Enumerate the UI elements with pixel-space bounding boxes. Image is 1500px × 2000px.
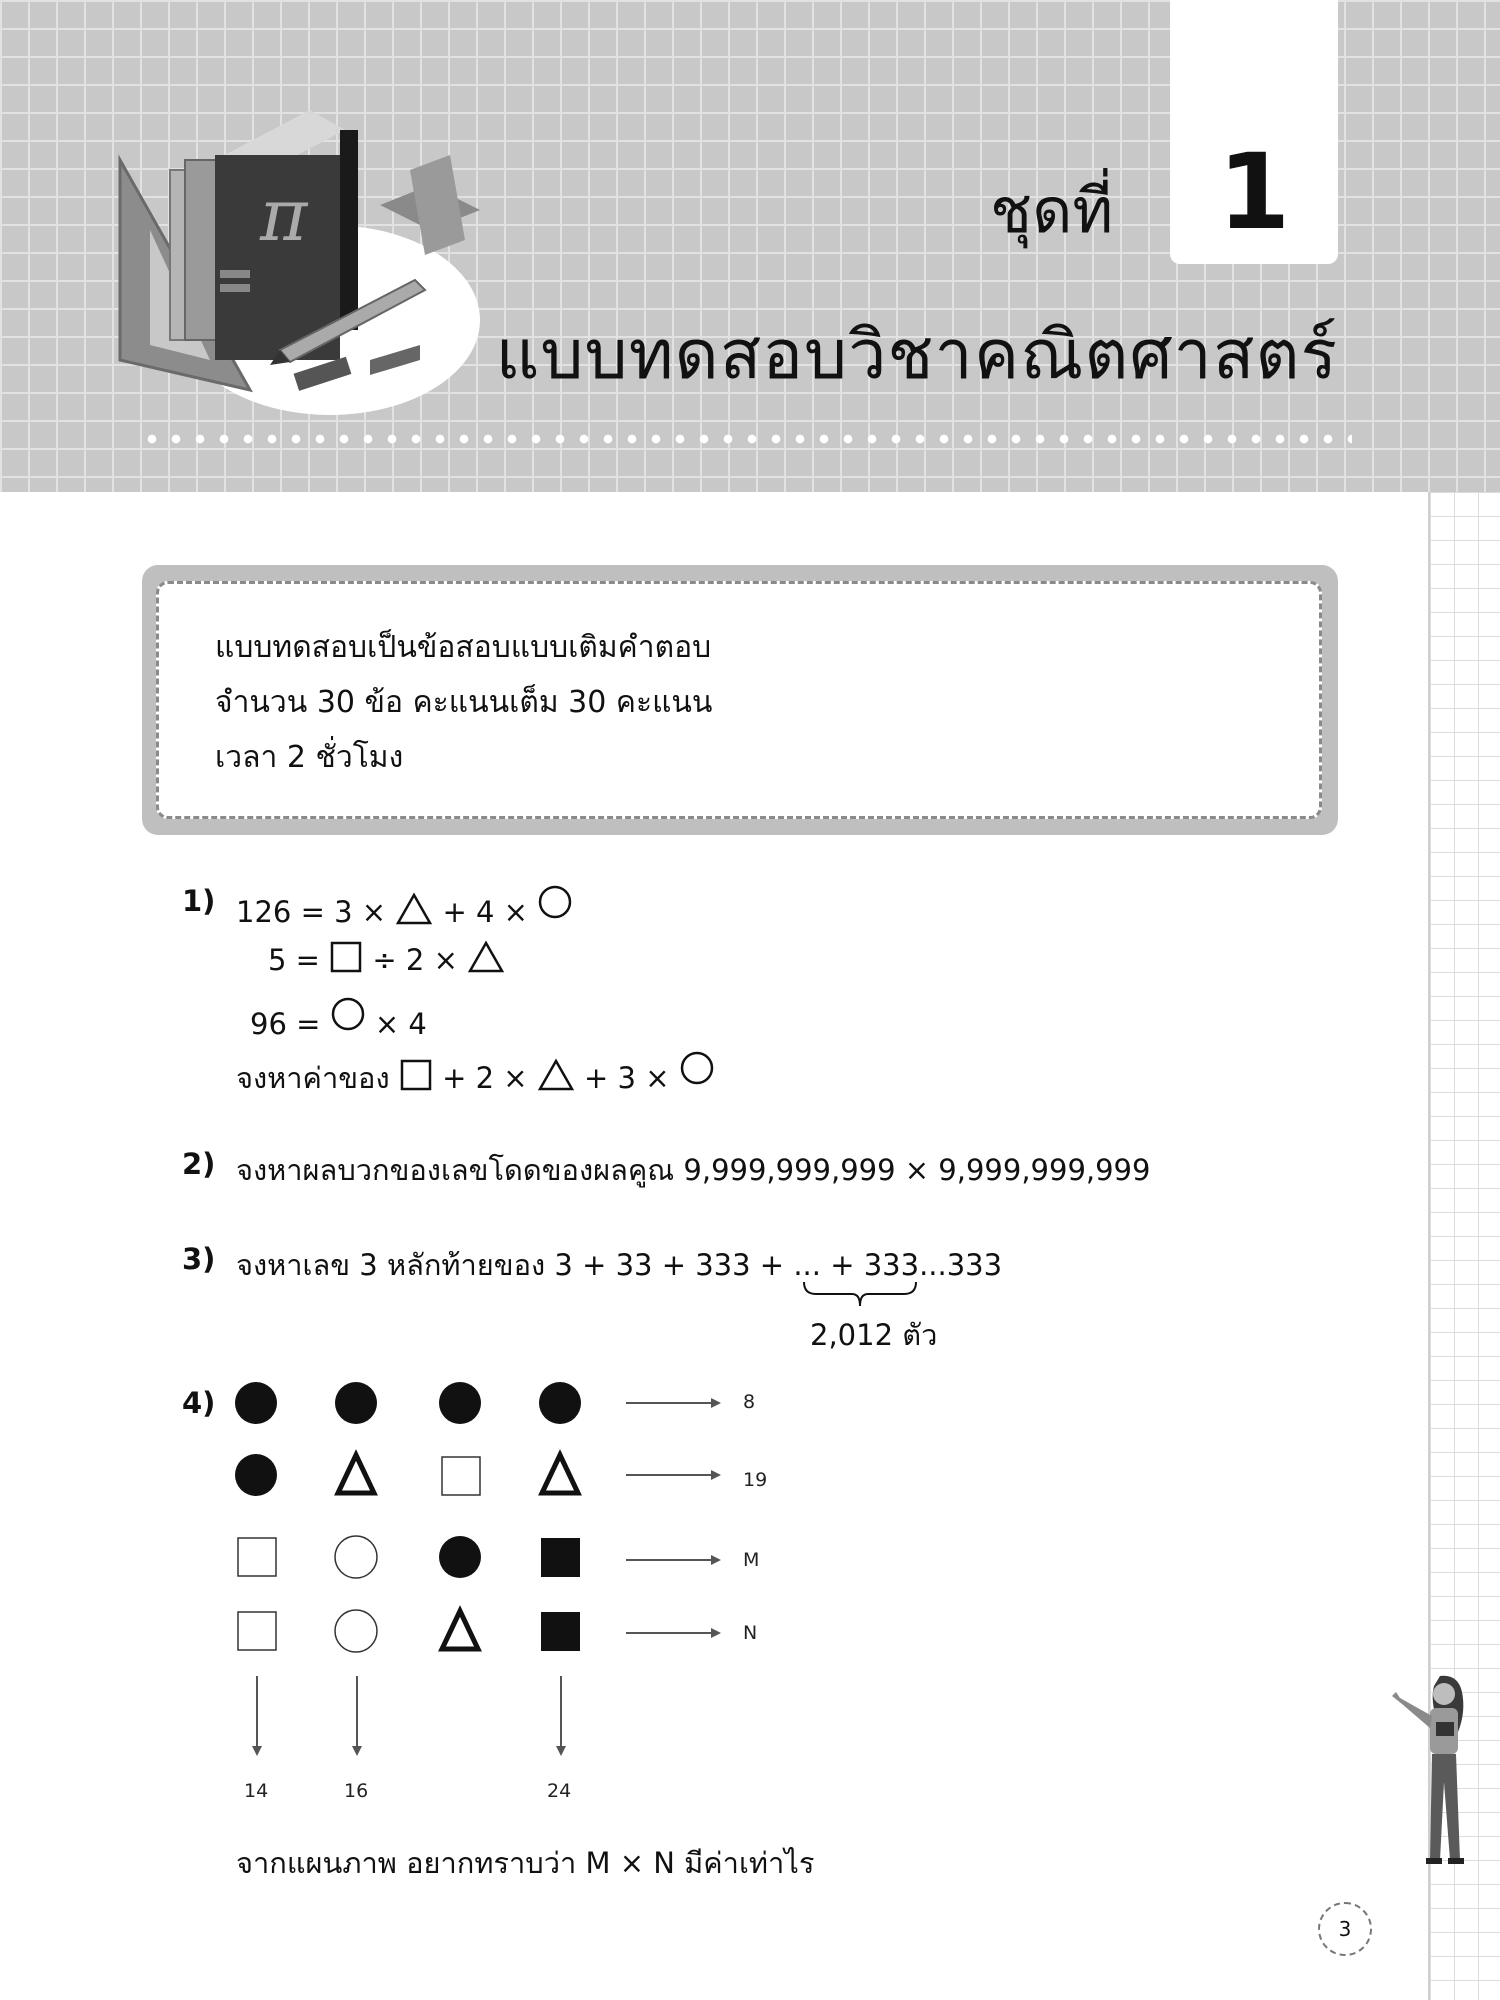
q1-equation-2 [268,940,505,977]
question-2-number: 2) [182,1147,216,1181]
q1-eq1-mid: + 4 × [442,895,528,929]
q2-text: จงหาผลบวกของเลขโดดของผลคูณ 9,999,999,999 × 9,999,999,999 [236,1153,1151,1187]
q3-text-main: จงหาเลข 3 หลักท้ายของ 3 + 33 + 333 + ... + [236,1248,855,1282]
instruction-time: เวลา 2 ชั่วโมง [215,740,404,775]
set-label: ชุดที่ [990,174,1114,247]
q1-equation-1 [236,884,573,929]
row-3-arrow [626,1559,711,1561]
triangle-icon [537,1058,575,1092]
q3-brace-label: 2,012 ตัว [810,1318,938,1352]
instructions-box [142,565,1338,835]
arrow-head-icon [252,1746,262,1756]
circle-icon [330,996,366,1032]
teacher-illustration [1378,1672,1488,1872]
triangle-icon [395,892,433,926]
page-number: 3 [1318,1902,1372,1956]
row-4-arrow [626,1632,711,1634]
q1-eq2-mid: ÷ 2 × [372,943,458,977]
q1-eq3-right: × 4 [374,1007,427,1041]
col-2-result: 16 [344,1780,369,1802]
q1-equation-3 [250,996,427,1041]
row-1-arrow [626,1402,711,1404]
q1-eq2-left: 5 = [268,943,320,977]
q3-last-term: 333...333 [863,1248,1003,1282]
q1-eq1-left: 126 = 3 × [236,895,387,929]
q1-question [236,1050,715,1101]
q1-eq3-left: 96 = [250,1007,321,1041]
math-books-illustration [110,90,610,510]
q4-shape-grid [230,1375,590,1675]
row-3-result: M [743,1549,760,1571]
arrow-head-icon [352,1746,362,1756]
svg-text:π: π [260,173,308,257]
col-4-arrow [560,1676,562,1748]
arrow-head-icon [711,1470,721,1480]
q4-question: จากแผนภาพ อยากทราบว่า M × N มีค่าเท่าไร [236,1846,815,1880]
page-title: แบบทดสอบวิชาคณิตศาสตร์ [495,316,1338,395]
col-4-result: 24 [547,1780,572,1802]
dotted-divider [140,434,1352,444]
question-3-number: 3) [182,1242,216,1276]
arrow-head-icon [711,1628,721,1638]
arrow-head-icon [711,1398,721,1408]
set-number: 1 [1217,131,1291,253]
square-icon [399,1058,433,1092]
row-2-arrow [626,1474,711,1476]
question-4-number: 4) [182,1386,216,1420]
instructions-inner [156,581,1322,819]
circle-icon [679,1050,715,1086]
row-2-result: 19 [743,1469,768,1491]
triangle-icon [467,940,505,974]
instruction-count: จำนวน 30 ข้อ คะแนนเต็ม 30 คะแนน [215,685,713,720]
q1-ask-mid1: + 2 × [442,1061,528,1095]
instruction-format: แบบทดสอบเป็นข้อสอบแบบเติมคำตอบ [215,630,712,665]
q1-ask-mid2: + 3 × [584,1061,670,1095]
row-1-result: 8 [743,1391,756,1413]
underbrace [800,1280,920,1316]
col-1-arrow [256,1676,258,1748]
arrow-head-icon [711,1555,721,1565]
col-1-result: 14 [244,1780,269,1802]
circle-icon [537,884,573,920]
col-2-arrow [356,1676,358,1748]
header-band [0,0,1500,492]
square-icon [329,940,363,974]
row-4-result: N [743,1622,758,1644]
q1-ask-left: จงหาค่าของ [236,1061,390,1095]
arrow-head-icon [556,1746,566,1756]
question-1-number: 1) [182,884,216,918]
